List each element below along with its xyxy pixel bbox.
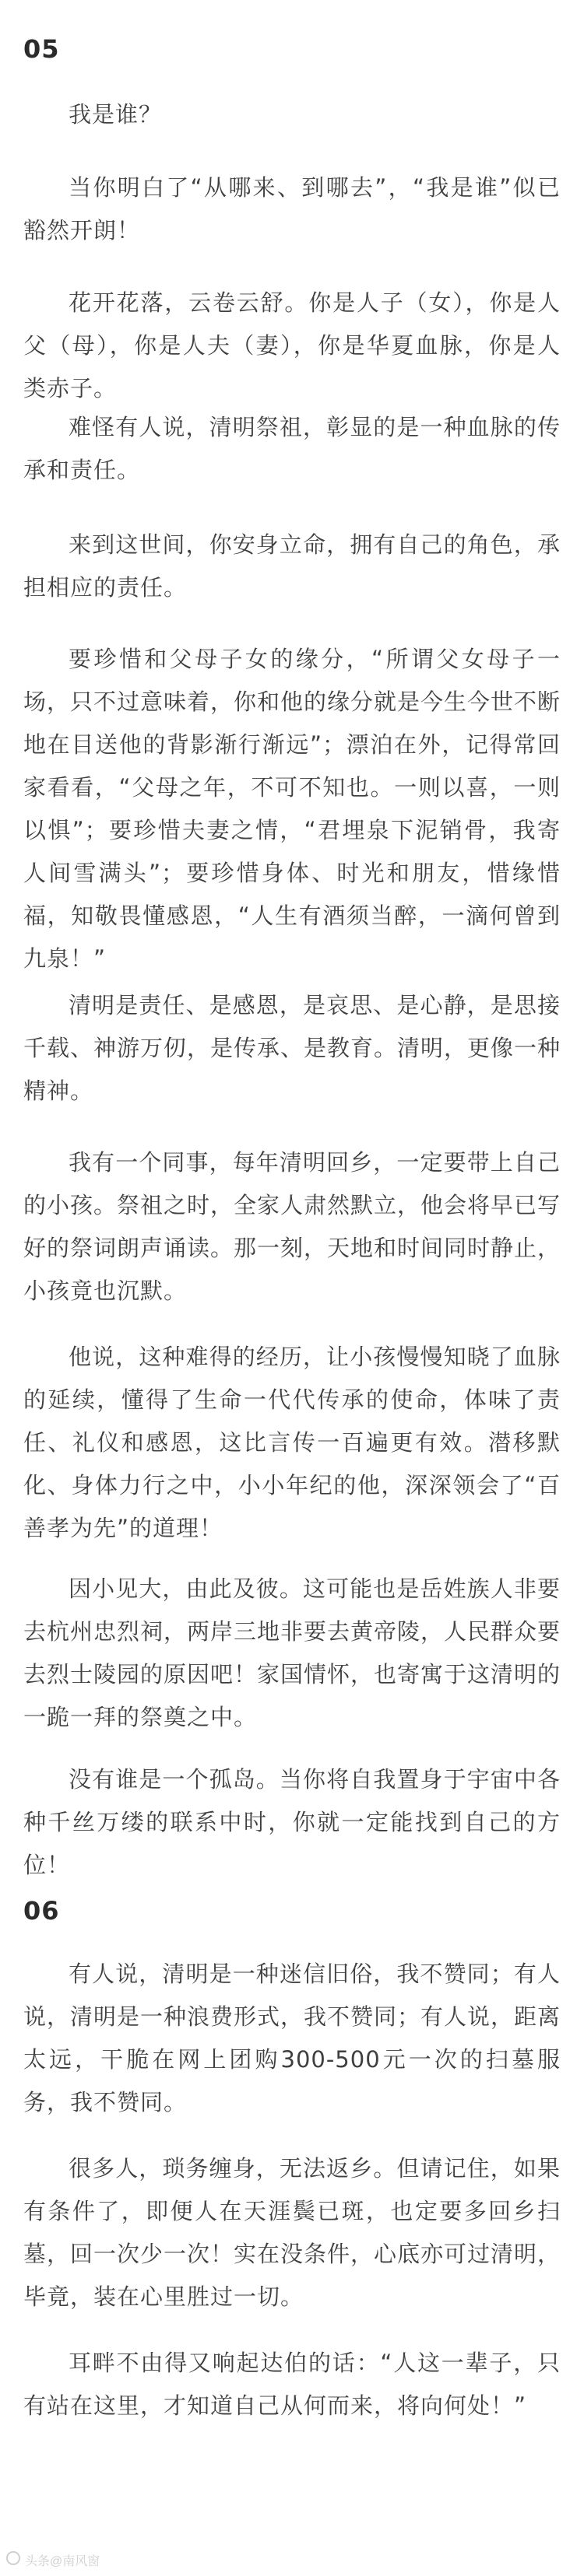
paragraph: 当你明白了“从哪来、到哪去”，“我是谁”似已豁然开朗！ xyxy=(23,174,561,244)
watermark-logo-icon xyxy=(6,2551,20,2565)
section-number-05: 05 xyxy=(23,34,60,64)
paragraph: 他说，这种难得的经历，让小孩慢慢知晓了血脉的延续，懂得了生命一代代传承的使命，体味了责任、礼仪和感恩，这比言传一百遍更有效。潜移默化、身体力行之中，小小年纪的他，深深领会了“百善孝为先”的道理！ xyxy=(23,1344,561,1541)
section-number-06: 06 xyxy=(23,1896,60,1926)
paragraph: 清明是责任、是感恩，是哀思、是心静，是思接千载、神游万仞，是传承、是教育。清明，更像一种精神。 xyxy=(23,992,561,1104)
watermark xyxy=(0,2548,156,2571)
paragraph: 我有一个同事，每年清明回乡，一定要带上自己的小孩。祭祖之时，全家人肃然默立，他会将早已写好的祭词朗声诵读。那一刻，天地和时间同时静止，小孩竟也沉默。 xyxy=(23,1149,561,1304)
paragraph: 我是谁？ xyxy=(69,101,163,128)
paragraph: 难怪有人说，清明祭祖，彰显的是一种血脉的传承和责任。 xyxy=(23,414,561,483)
paragraph: 花开花落，云卷云舒。你是人子（女），你是人父（母），你是人夫（妻），你是华夏血脉，你是人类赤子。 xyxy=(23,289,561,401)
paragraph: 要珍惜和父母子女的缘分，“所谓父女母子一场，只不过意味着，你和他的缘分就是今生今世不断地在目送他的背影渐行渐远”；漂泊在外，记得常回家看看，“父母之年，不可不知也。一则以喜，一则以惧”；要珍惜夫妻之情，“君埋泉下泥销骨，我寄人间雪满头”；要珍惜身体、时光和朋友，惜缘惜福，知敬畏懂感恩，“人生有酒须当醉，一滴何曾到九泉！” xyxy=(23,646,561,972)
paragraph: 很多人，琐务缠身，无法返乡。但请记住，如果有条件了，即便人在天涯鬓已斑，也定要多回乡扫墓，回一次少一次！实在没条件，心底亦可过清明，毕竟，装在心里胜过一切。 xyxy=(23,2155,561,2310)
paragraph: 耳畔不由得又响起达伯的话：“人这一辈子，只有站在这里，才知道自己从何而来，将向何处！” xyxy=(23,2350,561,2419)
paragraph: 因小见大，由此及彼。这可能也是岳姓族人非要去杭州忠烈祠，两岸三地非要去黄帝陵，人民群众要去烈士陵园的原因吧！家国情怀，也寄寓于这清明的一跪一拜的祭奠之中。 xyxy=(23,1575,561,1730)
paragraph: 没有谁是一个孤岛。当你将自我置身于宇宙中各种千丝万缕的联系中时，你就一定能找到自己的方位！ xyxy=(23,1766,561,1878)
paragraph: 来到这世间，你安身立命，拥有自己的角色，承担相应的责任。 xyxy=(23,531,561,601)
watermark-text: 头条@南风窗 xyxy=(25,2555,100,2568)
paragraph: 有人说，清明是一种迷信旧俗，我不赞同；有人说，清明是一种浪费形式，我不赞同；有人说，距离太远，干脆在网上团购300-500元一次的扫墓服务，我不赞同。 xyxy=(23,1961,561,2115)
